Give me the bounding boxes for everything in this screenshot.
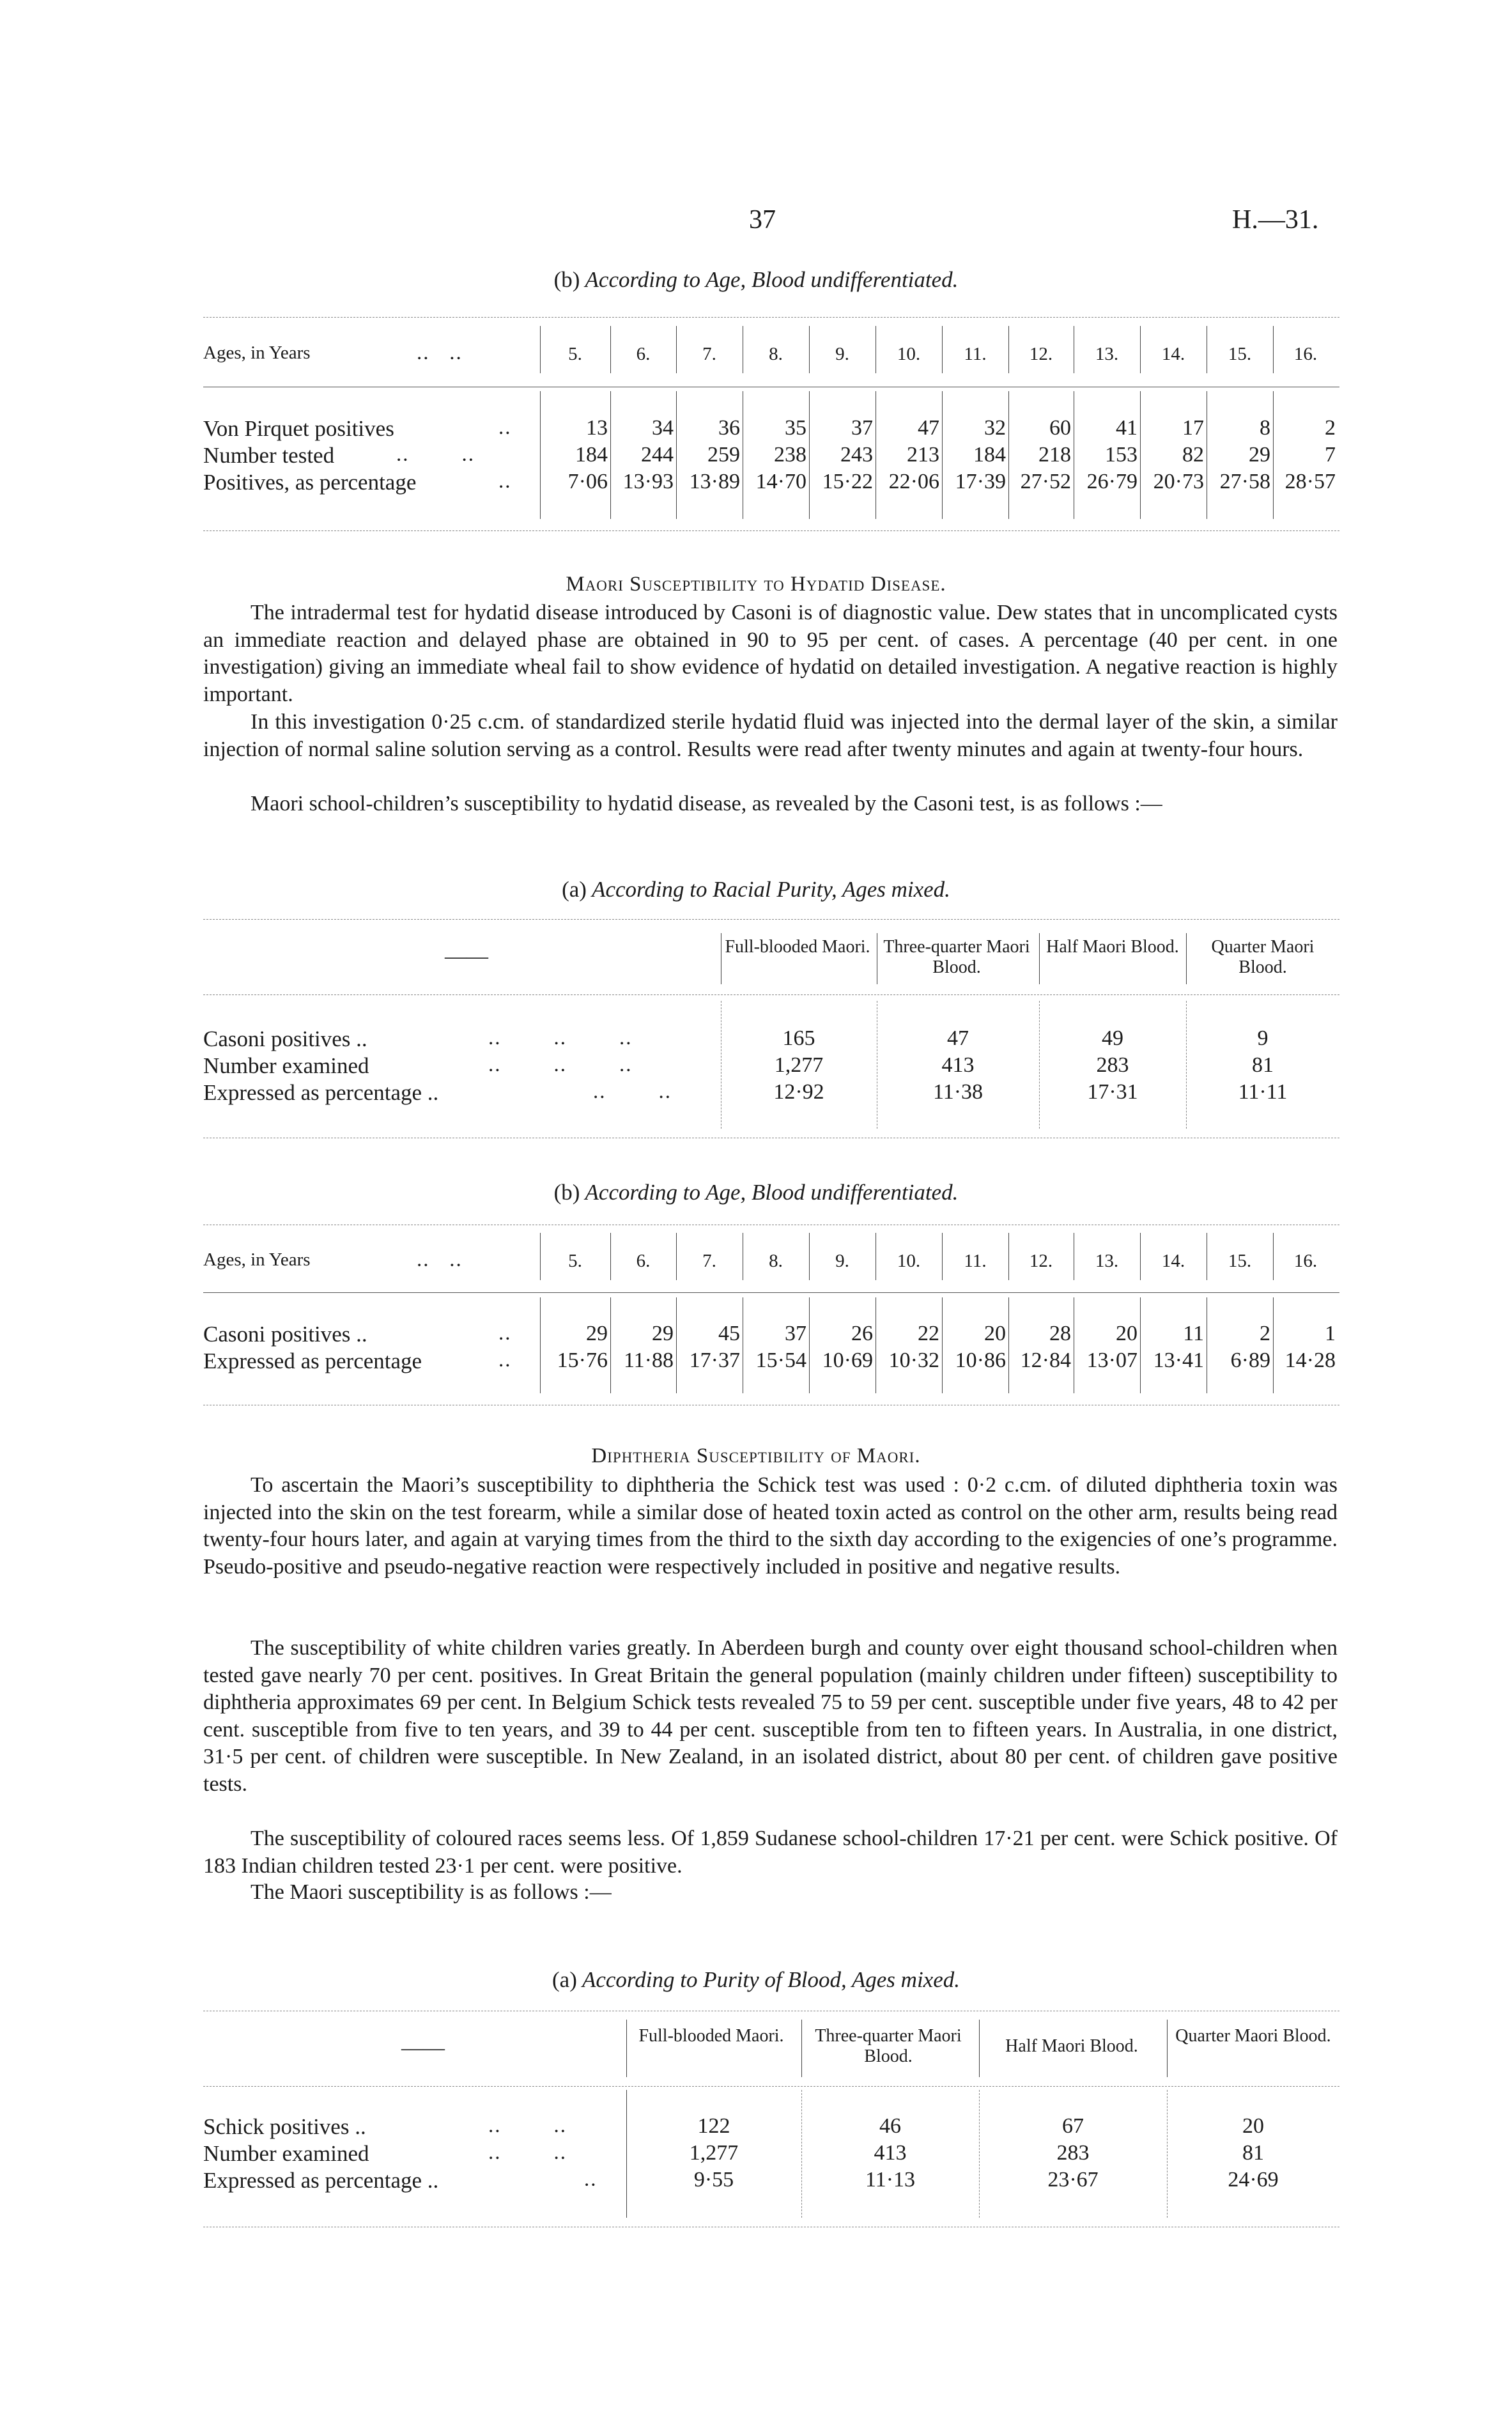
table-cell: 11·38 — [932, 1080, 984, 1104]
age-header-7: 7. — [702, 1251, 716, 1271]
table-cell: 184 — [575, 443, 608, 467]
table-cell: 22·06 — [888, 470, 939, 493]
table-cell: 29 — [652, 1322, 674, 1345]
leader-dots: .. — [584, 2168, 598, 2191]
hydatid-paragraph-2: In this investigation 0·25 c.cm. of standardized sterile hydatid fluid was injected into the dermal layer of the skin, a similar injection of normal saline solution serving as a control. Results were read after twenty minutes and again at twenty-four hours. — [203, 710, 1338, 761]
age-header-16: 16. — [1293, 344, 1318, 364]
table-cell: 20·73 — [1153, 470, 1204, 493]
table-cell: 9·55 — [693, 2168, 734, 2192]
page-number: 37 — [749, 205, 776, 235]
col-divider — [1140, 1233, 1141, 1280]
leader-dots: .. — [498, 1349, 512, 1372]
leader-dots: .. .. .. — [488, 1026, 633, 1049]
col-divider — [1140, 326, 1141, 373]
age-header-8: 8. — [769, 344, 783, 364]
table-cell: 1,277 — [689, 2141, 739, 2165]
hydatid-heading: Maori Susceptibility to Hydatid Disease. — [566, 573, 946, 596]
table-cell: 29 — [1249, 443, 1270, 467]
table-cell: 20 — [1116, 1322, 1138, 1345]
table-cell: 37 — [851, 416, 873, 440]
table-cell: 26·79 — [1086, 470, 1138, 493]
table-cell: 184 — [973, 443, 1006, 467]
caption-label: (a) — [562, 877, 587, 902]
diphtheria-paragraph-3: The susceptibility of coloured races seems less. Of 1,859 Sudanese school-children 17·21 per cent. were Schick positive. Of 183 Indian children tested 23·1 per cent. were positive. — [203, 1827, 1338, 1878]
table-cell: 17·37 — [689, 1349, 740, 1372]
col-divider — [1273, 1233, 1274, 1280]
table-schick-purity-caption — [0, 1967, 1512, 1993]
leader-dots: .. .. — [396, 443, 475, 466]
table-cell: 153 — [1105, 443, 1138, 467]
table-cell: 41 — [1116, 416, 1138, 440]
table-cell: 27·58 — [1219, 470, 1270, 493]
col-header-quarter: Quarter Maori Blood. — [1175, 2026, 1331, 2046]
col-header-half: Half Maori Blood. — [1005, 2036, 1138, 2056]
row-label-pirquet-positives: Von Pirquet positives — [203, 416, 394, 441]
table-cell: 7·06 — [567, 470, 608, 493]
table-cell: 1,277 — [774, 1053, 824, 1077]
table-cell: 11·11 — [1238, 1080, 1288, 1104]
age-header-13: 13. — [1095, 1251, 1119, 1271]
hydatid-paragraph-3: Maori school-children’s susceptibility to hydatid disease, as revealed by the Casoni test, is as follows :— — [251, 792, 1162, 816]
col-header-full-blooded: Full-blooded Maori. — [638, 2026, 784, 2046]
table-cell: 283 — [1096, 1053, 1129, 1077]
leader-dots: .. — [498, 470, 512, 493]
table-cell: 9 — [1257, 1026, 1269, 1050]
col-divider — [942, 1233, 943, 1280]
table-cell: 37 — [785, 1322, 806, 1345]
header-rule — [203, 1292, 1339, 1293]
row-header-label: Ages, in Years — [203, 343, 311, 363]
col-header-three-quarter: Three-quarter Maori Blood. — [883, 937, 1030, 977]
diphtheria-paragraph-2: The susceptibility of white children varies greatly. In Aberdeen burgh and county over eight thousand school-children when tested gave nearly 70 per cent. positives. In Great Britain the general population (mainly children under fifteen) susceptibility to diphtheria approximates 69 per cent. In Belgium Schick tests revealed 75 to 59 per cent. susceptible under five years, 48 to 42 per cent. susceptible from five to ten years, and 39 to 44 per cent. susceptible from ten to fifteen years. In Australia, in one district, 31·5 per cent. of children were susceptible. In New Zealand, in an isolated district, about 80 per cent. of children gave positive tests. — [203, 1636, 1338, 1796]
age-header-5: 5. — [568, 1251, 582, 1271]
age-header-9: 9. — [835, 1251, 849, 1271]
leader-dots: .. .. — [488, 2141, 567, 2164]
hydatid-paragraph-1: The intradermal test for hydatid disease introduced by Casoni is of diagnostic value. Dew states that in uncomplicated cysts an immediate reaction and delayed phase are obtained in 90 to 95 per cent. of cases. A percentage (40 per cent. in one investigation) giving an immediate wheal fail to show evidence of hydatid on detailed investigation. A negative reaction is highly important. — [203, 601, 1338, 706]
col-divider — [540, 326, 541, 373]
col-divider — [1008, 1233, 1009, 1280]
col-header-half: Half Maori Blood. — [1046, 937, 1179, 957]
table-cell: 60 — [1049, 416, 1071, 440]
age-header-15: 15. — [1228, 344, 1252, 364]
col-header-full-blooded: Full-blooded Maori. — [725, 937, 870, 957]
table-cell: 29 — [586, 1322, 608, 1345]
row-label-expressed-percentage: Expressed as percentage .. — [203, 1080, 439, 1105]
row-label-number-tested: Number tested — [203, 443, 335, 468]
age-header-7: 7. — [702, 344, 716, 364]
caption-label: (a) — [552, 1967, 577, 1992]
row-label-positives-percentage: Positives, as percentage — [203, 470, 417, 495]
table-cell: 23·67 — [1047, 2168, 1099, 2192]
row-label-number-examined: Number examined — [203, 1053, 369, 1078]
diphtheria-heading: Diphtheria Susceptibility of Maori. — [591, 1444, 921, 1467]
table-cell: 12·92 — [773, 1080, 824, 1104]
table-cell: 2 — [1325, 416, 1336, 440]
table-cell: 15·22 — [822, 470, 873, 493]
age-header-11: 11. — [964, 344, 987, 364]
table-cell: 122 — [697, 2114, 730, 2138]
table-bottom-rule — [203, 530, 1339, 531]
table-cell: 218 — [1038, 443, 1071, 467]
age-header-9: 9. — [835, 344, 849, 364]
table-cell: 243 — [840, 443, 873, 467]
table-cell: 13·07 — [1086, 1349, 1138, 1372]
row-label-schick-positives: Schick positives .. — [203, 2114, 366, 2139]
row-label-casoni-positives: Casoni positives .. — [203, 1026, 367, 1051]
leader-dots: .. — [498, 416, 512, 439]
table-cell: 2 — [1260, 1322, 1270, 1345]
table-cell: 47 — [947, 1026, 969, 1050]
table-cell: 6·89 — [1230, 1349, 1270, 1372]
col-divider — [676, 1233, 677, 1280]
table-cell: 244 — [641, 443, 674, 467]
table-cell: 1 — [1325, 1322, 1336, 1345]
table-cell: 14·28 — [1284, 1349, 1336, 1372]
caption-text: According to Purity of Blood, Ages mixed. — [582, 1967, 960, 1992]
age-header-6: 6. — [636, 1251, 651, 1271]
table-pirquet-age-caption — [0, 267, 1512, 293]
table-cell: 27·52 — [1020, 470, 1071, 493]
row-label-expressed-percentage: Expressed as percentage .. — [203, 2168, 439, 2193]
table-cell: 11·88 — [623, 1349, 674, 1372]
table-cell: 35 — [785, 416, 806, 440]
age-header-14: 14. — [1161, 1251, 1185, 1271]
table-cell: 82 — [1182, 443, 1204, 467]
table-cell: 22 — [918, 1322, 939, 1345]
age-header-6: 6. — [636, 344, 651, 364]
table-cell: 17·31 — [1087, 1080, 1138, 1104]
document-code: H.—31. — [1232, 205, 1319, 235]
table-cell: 7 — [1325, 443, 1336, 467]
diphtheria-paragraph-1: To ascertain the Maori’s susceptibility to diphtheria the Schick test was used : 0·2 c.cm. of diluted diphtheria toxin was injected into the skin on the test forearm, while a similar dose of heated toxin acted as control on the other arm, results being read twenty-four hours later, and again at varying times from the third to the sixth day according to the exigencies of one’s programme. Pseudo-positive and pseudo-negative reaction were respectively included in positive and negative results. — [203, 1473, 1338, 1579]
table-cell: 67 — [1062, 2114, 1084, 2138]
caption-text: According to Age, Blood undifferentiated. — [585, 1180, 959, 1205]
table-cell: 46 — [879, 2114, 901, 2138]
col-header-quarter: Quarter Maori Blood. — [1211, 937, 1315, 977]
table-cell: 13·41 — [1153, 1349, 1204, 1372]
age-header-10: 10. — [897, 1251, 921, 1271]
table-cell: 17 — [1182, 416, 1204, 440]
age-header-11: 11. — [964, 1251, 987, 1271]
table-cell: 238 — [774, 443, 806, 467]
table-casoni-purity-caption — [0, 877, 1512, 902]
table-cell: 28 — [1049, 1322, 1071, 1345]
col-divider — [942, 326, 943, 373]
table-cell: 213 — [907, 443, 939, 467]
leader-dots: .. .. — [488, 2114, 567, 2137]
table-cell: 10·86 — [955, 1349, 1006, 1372]
col-divider — [676, 326, 677, 373]
leader-dots: .. .. — [593, 1080, 672, 1103]
blank-header: —— — [401, 2036, 445, 2060]
table-cell: 47 — [918, 416, 939, 440]
table-cell: 413 — [874, 2141, 907, 2165]
table-cell: 13·89 — [689, 470, 740, 493]
leader-dots: .. .. .. — [488, 1053, 633, 1076]
col-divider — [1186, 933, 1187, 984]
table-cell: 8 — [1260, 416, 1270, 440]
col-divider — [801, 2020, 802, 2077]
col-divider — [1008, 326, 1009, 373]
age-header-13: 13. — [1095, 344, 1119, 364]
table-cell: 165 — [782, 1026, 815, 1050]
table-cell: 81 — [1242, 2141, 1264, 2165]
row-header-label: Ages, in Years — [203, 1249, 311, 1270]
leader-dots: .. .. — [417, 1248, 463, 1271]
table-cell: 413 — [941, 1053, 975, 1077]
table-cell: 34 — [652, 416, 674, 440]
age-header-8: 8. — [769, 1251, 783, 1271]
table-cell: 28·57 — [1284, 470, 1336, 493]
table-cell: 283 — [1056, 2141, 1090, 2165]
col-divider — [1039, 933, 1040, 984]
row-label-number-examined: Number examined — [203, 2141, 369, 2166]
header-rule — [203, 994, 1339, 995]
leader-dots: .. .. — [417, 341, 463, 364]
table-cell: 10·32 — [888, 1349, 939, 1372]
row-label-casoni-positives: Casoni positives .. — [203, 1322, 367, 1347]
age-header-5: 5. — [568, 344, 582, 364]
table-cell: 49 — [1102, 1026, 1123, 1050]
table-cell: 20 — [1242, 2114, 1264, 2138]
age-header-14: 14. — [1161, 344, 1185, 364]
col-divider — [1273, 326, 1274, 373]
table-cell: 11 — [1183, 1322, 1204, 1345]
col-divider — [626, 2020, 627, 2077]
caption-text: According to Age, Blood undifferentiated. — [585, 267, 959, 292]
col-divider — [610, 326, 611, 373]
table-top-rule — [203, 317, 1339, 318]
age-header-15: 15. — [1228, 1251, 1252, 1271]
table-top-rule — [203, 919, 1339, 920]
table-cell: 15·54 — [755, 1349, 806, 1372]
caption-text: According to Racial Purity, Ages mixed. — [592, 877, 950, 902]
col-divider — [809, 1233, 810, 1280]
table-cell: 12·84 — [1020, 1349, 1071, 1372]
col-divider — [610, 1233, 611, 1280]
row-label-expressed-percentage: Expressed as percentage — [203, 1349, 422, 1373]
age-header-12: 12. — [1029, 1251, 1053, 1271]
age-header-16: 16. — [1293, 1251, 1318, 1271]
age-header-10: 10. — [897, 344, 921, 364]
caption-label: (b) — [553, 267, 580, 292]
blank-header: —— — [445, 945, 488, 968]
table-cell: 13·93 — [622, 470, 674, 493]
table-cell: 36 — [718, 416, 740, 440]
age-header-12: 12. — [1029, 344, 1053, 364]
col-divider — [1167, 2020, 1168, 2077]
table-cell: 259 — [707, 443, 740, 467]
table-cell: 10·69 — [822, 1349, 873, 1372]
diphtheria-paragraph-4: The Maori susceptibility is as follows :— — [251, 1880, 612, 1904]
col-divider — [809, 326, 810, 373]
table-cell: 14·70 — [755, 470, 806, 493]
table-cell: 15·76 — [557, 1349, 608, 1372]
table-cell: 17·39 — [955, 470, 1006, 493]
table-cell: 81 — [1252, 1053, 1274, 1077]
table-cell: 13 — [586, 416, 608, 440]
table-cell: 26 — [851, 1322, 873, 1345]
table-cell: 11·13 — [865, 2168, 916, 2192]
table-cell: 32 — [984, 416, 1006, 440]
table-casoni-age-caption — [0, 1180, 1512, 1205]
leader-dots: .. — [498, 1322, 512, 1345]
table-cell: 45 — [718, 1322, 740, 1345]
header-rule — [203, 2086, 1339, 2087]
col-divider — [540, 1233, 541, 1280]
table-cell: 24·69 — [1228, 2168, 1279, 2192]
col-divider — [979, 2020, 980, 2077]
caption-label: (b) — [553, 1180, 580, 1205]
col-header-three-quarter: Three-quarter Maori Blood. — [815, 2026, 962, 2066]
table-cell: 20 — [984, 1322, 1006, 1345]
